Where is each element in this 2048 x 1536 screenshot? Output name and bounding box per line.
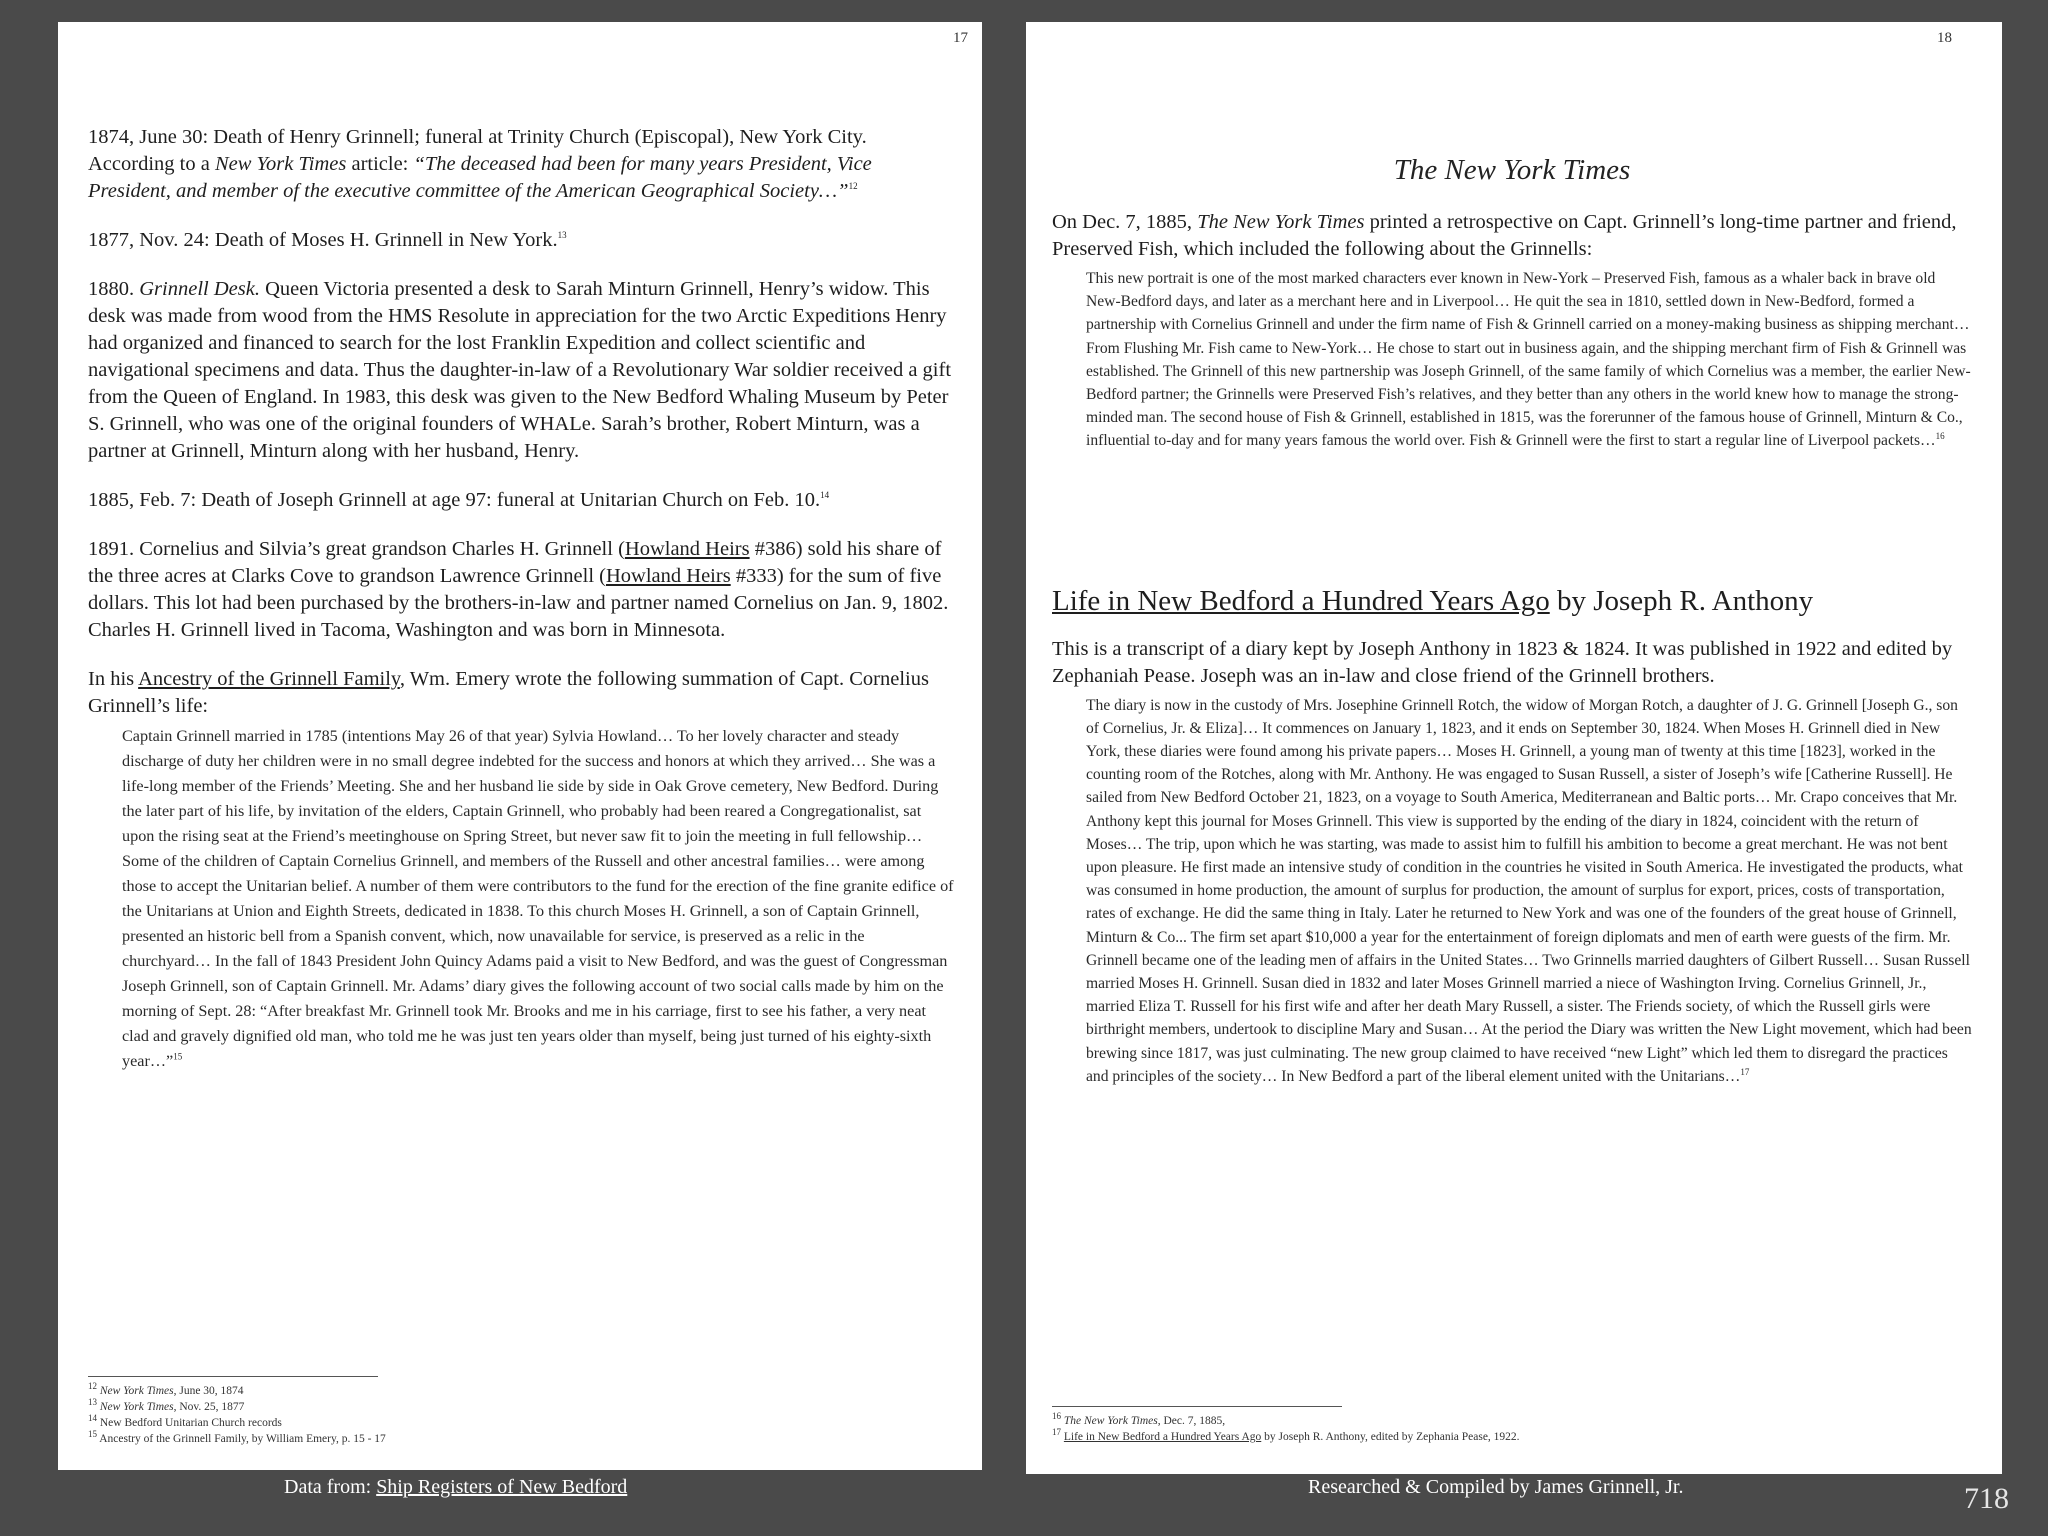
section-heading-life-in-new-bedford: Life in New Bedford a Hundred Years Ago by Joseph R. Anthony [1052,584,1814,617]
entry-1877: 1877, Nov. 24: Death of Moses H. Grinnell in New York.$^{13}$ [88,229,567,251]
entry-1891: 1891. Cornelius and Silvia’s great grandson Charles H. Grinnell (Howland Heirs #386) sold his share of the three acres at Clarks Cove to grandson Lawrence Grinnell (Howland Heirs #333) for the sum of five dollars. This lot had been purchased by the brothers-in-law and partner named Cornelius on Jan. 9, 1802. Charles H. Grinnell lived in Tacoma, Washington and was born in Minnesota. [88,538,949,641]
ship-registers-link[interactable]: Ship Registers of New Bedford [376,1476,628,1498]
footnote: $^{13}$ New York Times, Nov. 25, 1877 [88,1397,245,1413]
footnote: $^{17}$ Life in New Bedford a Hundred Years Ago by Joseph R. Anthony, edited by Zephania Pease, 1922. [1052,1427,1520,1443]
page-number: 18 [1937,30,1952,46]
entry-1874: 1874, June 30: Death of Henry Grinnell; funeral at Trinity Church (Episcopal), New York City. According to a New York Times article: “The deceased had been for many years President, Vice President, and member of the executive committee of the American Geographical Society…”$^{12}$ [88,126,872,202]
slide-number: 718 [1964,1482,2009,1515]
footnotes [1052,1406,1520,1445]
nyt-quote: This new portrait is one of the most marked characters ever known in New-York – Preserved Fish, famous as a whaler back in brave old New-Bedford days, and later as a merchant here and in Liverpool… He quit the sea in 1810, settled down in New-Bedford, formed a partnership with Cornelius Grinnell and under the firm name of Fish & Grinnell carried on a money-making business as shipping merchant… From Flushing Mr. Fish came to New-York… He chose to start out in business again, and the shipping merchant firm of Fish & Grinnell was established. The Grinnell of this new partnership was Joseph Grinnell, of the same family of which Cornelius was a member, the earlier New-Bedford partner; the Grinnells were Preserved Fish’s relatives, and they better than any others in the world knew how to manage the strong-minded man. The second house of Fish & Grinnell, established in 1815, was the forerunner of the famous house of Grinnell, Minturn & Co., influential to-day and for many years famous the world over. Fish & Grinnell were the first to start a regular line of Liverpool packets…$^{16}$ [1086,270,1971,450]
diary-title-link[interactable]: Life in New Bedford a Hundred Years Ago [1052,584,1550,617]
entry-1880: 1880. Grinnell Desk. Queen Victoria presented a desk to Sarah Minturn Grinnell, Henry’s widow. This desk was made from wood from the HMS Resolute in appreciation for the two Arctic Expeditions Henry had organized and financed to search for the lost Franklin Expedition and collect scientific and navigational specimens and data. Thus the daughter-in-law of a Revolutionary War soldier received a gift from the Queen of England. In 1983, this desk was given to the New Bedford Whaling Museum by Peter S. Grinnell, who was one of the original founders of WHALe. Sarah’s brother, Robert Minturn, was a partner at Grinnell, Minturn along with her husband, Henry. [88,278,952,462]
footnote: $^{14}$ New Bedford Unitarian Church records [88,1413,282,1429]
diary-intro: This is a transcript of a diary kept by Joseph Anthony in 1823 & 1824. It was published in 1922 and edited by Zephaniah Pease. Joseph was an in-law and close friend of the Grinnell brothers. [1052,637,1953,687]
footnote-divider [1052,1406,1342,1407]
howland-heirs-link[interactable]: Howland Heirs [624,538,750,560]
ancestry-link[interactable]: Ancestry of the Grinnell Family [138,668,400,690]
emery-quote: Captain Grinnell married in 1785 (intentions May 26 of that year) Sylvia Howland… To her lovely character and steady discharge of duty her children were in no small degree indebted for the success and honors at which they arrived… She was a life-long member of the Friends’ Meeting. She and her husband lie side by side in Oak Grove cemetery, New Bedford. During the later part of his life, by invitation of the elders, Captain Grinnell, who probably had been reared a Congregationalist, sat upon the rising seat at the Friend’s meetinghouse on Spring Street, but never saw fit to join the meeting in full fellowship… Some of the children of Captain Cornelius Grinnell, and members of the Russell and other ancestral families… were among those to accept the Unitarian belief. A number of them were contributors to the fund for the erection of the fine granite edifice of the Unitarians at Union and Eighth Streets, dedicated in 1838. To this church Moses H. Grinnell, a son of Captain Grinnell, presented an historic bell from a Spanish convent, which, now unavailable for service, is preserved as a relic in the churchyard… In the fall of 1843 President John Quincy Adams paid a visit to New Bedford, and was the guest of Congressman Joseph Grinnell, son of Captain Grinnell. Mr. Adams’ diary gives the following account of two social calls made by him on the morning of Sept. 28: “After breakfast Mr. Grinnell took Mr. Brooks and me in his carriage, first to see his father, a very neat clad and gravely dignified old man, who told me he was just ten years older than myself, being just turned of his eighty-sixth year…”$^{15}$ [122,727,954,1070]
footnotes [88,1376,386,1447]
document-page-17 [58,22,982,1470]
section-title-nyt: The New York Times [1393,154,1631,186]
footnote: $^{15}$ Ancestry of the Grinnell Family, by William Emery, p. 15 - 17 [88,1429,386,1445]
emery-intro: In his Ancestry of the Grinnell Family, Wm. Emery wrote the following summation of Capt. Cornelius Grinnell’s life: [88,668,929,717]
data-source-caption: Data from: Ship Registers of New Bedford [284,1476,628,1498]
author-caption: Researched & Compiled by James Grinnell, Jr. [1308,1476,1684,1498]
nyt-intro: On Dec. 7, 1885, The New York Times printed a retrospective on Capt. Grinnell’s long-time partner and friend, Preserved Fish, which included the following about the Grinnells: [1052,211,1957,260]
footnote-divider [88,1376,378,1377]
diary-quote: The diary is now in the custody of Mrs. Josephine Grinnell Rotch, the widow of Morgan Rotch, a daughter of J. G. Grinnell [Joseph G., son of Cornelius, Jr. & Eliza]… It commences on January 1, 1823, and it ends on September 30, 1824. When Moses H. Grinnell died in New York, these diaries were found among his private papers… Moses H. Grinnell, a young man of twenty at this time [1823], worked in the counting room of the Rotches, along with Mr. Anthony. He was engaged to Susan Russell, a sister of Joseph’s wife [Catherine Russell]. He sailed from New Bedford October 21, 1823, on a voyage to South America, Mediterranean and Baltic ports… Mr. Crapo conceives that Mr. Anthony kept this journal for Moses Grinnell. This view is supported by the ending of the diary in 1824, coincident with the return of Moses… The trip, upon which he was starting, was made to assist him to fulfill his ambition to become a great merchant. He was not bent upon pleasure. He first made an intensive study of condition in the countries he visited in South America. He investigated the products, what was consumed in home production, the amount of surplus for production, the amount of surplus for export, prices, costs of transportation, rates of exchange. He did the same thing in Italy. Later he returned to New York and was one of the founders of the great house of Grinnell, Minturn & Co... The firm set apart $10,000 a year for the entertainment of foreign diplomats and men of earth were guests of the firm. Mr. Grinnell became one of the leading men of affairs in the United States… Two Grinnells married daughters of Gilbert Russell… Susan Russell married Moses H. Grinnell. Susan died in 1832 and later Moses Grinnell married a niece of Washington Irving. Cornelius Grinnell, Jr., married Eliza T. Russell for his first wife and after her death Mary Russell, a sister. The Friends society, of which the Russell girls were birthright members, undertook to discipline Mary and Susan… At the period the Diary was written the New Light movement, which had been brewing since 1817, was just culminating. The new group claimed to have received “new Light” which led them to disregard the practices and principles of the society… In New Bedford a part of the liberal element united with the Unitarians…$^{17}$ [1086,696,1972,1085]
document-page-18 [1026,22,2002,1474]
page-number: 17 [953,30,968,46]
footnote: $^{16}$ The New York Times, Dec. 7, 1885, [1052,1411,1226,1427]
entry-1885: 1885, Feb. 7: Death of Joseph Grinnell at age 97: funeral at Unitarian Church on Feb. 10.14 [88,489,830,511]
howland-heirs-link[interactable]: Howland Heirs [606,565,731,587]
footnote: $^{12}$ New York Times, June 30, 1874 [88,1381,244,1397]
